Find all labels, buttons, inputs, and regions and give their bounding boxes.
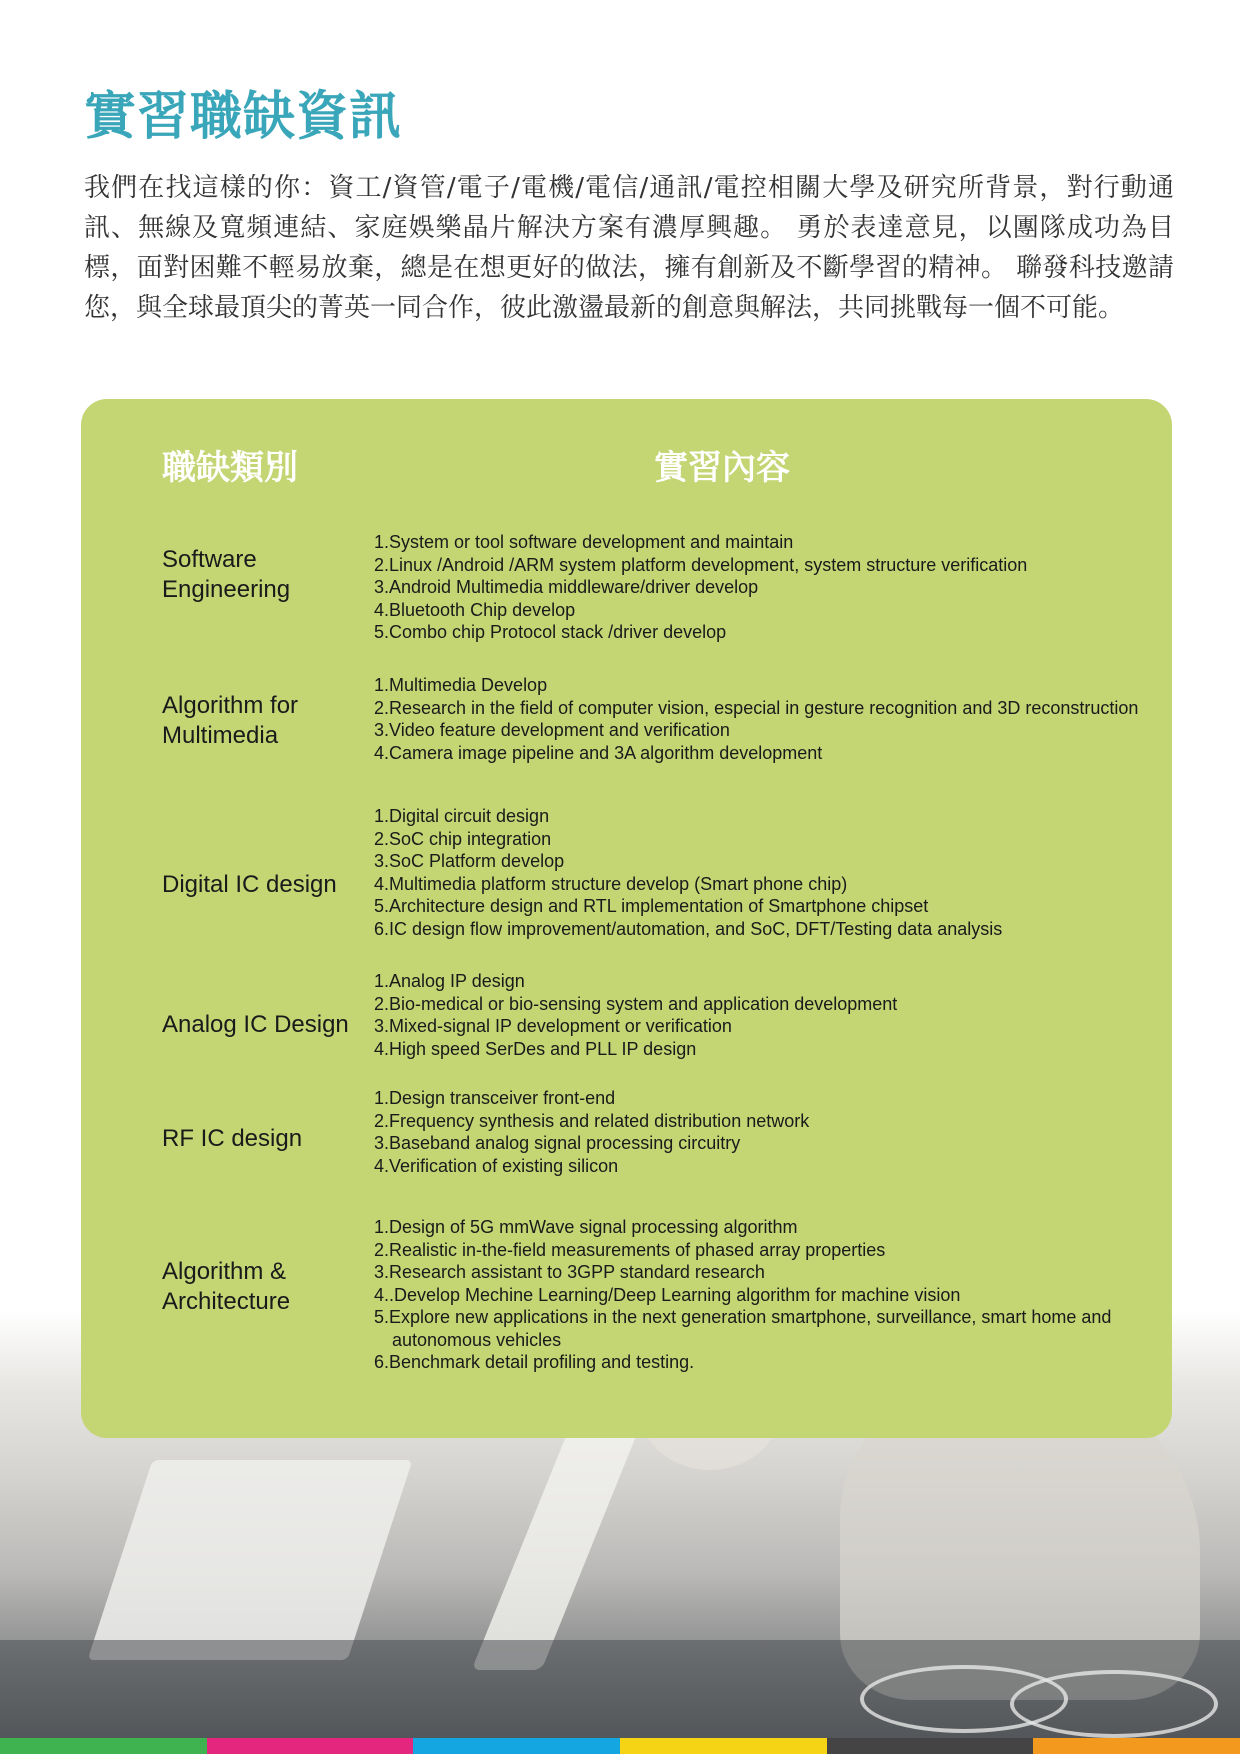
- list-item: 3.Baseband analog signal processing circuitry: [374, 1133, 741, 1153]
- list-item: 4.High speed SerDes and PLL IP design: [374, 1038, 697, 1059]
- list-item: 1.System or tool software development and maintain: [374, 532, 794, 552]
- internship-table-card: [81, 399, 1172, 1438]
- stripe-orange: [1033, 1738, 1240, 1754]
- list-item: 2.Linux /Android /ARM system platform development, system structure verification: [374, 554, 1028, 575]
- list-item: 5.Explore new applications in the next generation smartphone, surveillance, smart home and autonomous vehicles: [374, 1307, 1112, 1350]
- header-content: 實習內容: [654, 448, 790, 488]
- list-item: 4.Camera image pipeline and 3A algorithm development: [374, 742, 823, 763]
- category-software-engineering: Software Engineering: [162, 546, 291, 603]
- items-algorithm-multimedia: [374, 674, 1154, 764]
- page-title: 實習職缺資訊: [84, 87, 403, 147]
- list-item: 2.Bio-medical or bio-sensing system and application development: [374, 993, 898, 1014]
- list-item: 1.Multimedia Develop: [374, 675, 548, 695]
- list-item: 5.Architecture design and RTL implementation of Smartphone chipset: [374, 896, 929, 916]
- header-category: 職缺類別: [162, 448, 298, 488]
- list-item: 2.Realistic in-the-field measurements of phased array properties: [374, 1239, 886, 1260]
- stripe-magenta: [207, 1738, 414, 1754]
- list-item: 4.Bluetooth Chip develop: [374, 599, 576, 620]
- items-rf-ic-design: [374, 1087, 1154, 1177]
- stripe-dark: [827, 1738, 1034, 1754]
- items-algorithm-architecture: [374, 1216, 1154, 1374]
- list-item: 2.SoC chip integration: [374, 828, 552, 849]
- list-item: 3.Video feature development and verification: [374, 720, 730, 740]
- items-digital-ic-design: [374, 805, 1154, 940]
- list-item: 3.SoC Platform develop: [374, 851, 565, 871]
- list-item: 4.Verification of existing silicon: [374, 1155, 619, 1176]
- list-item: 4.Multimedia platform structure develop (Smart phone chip): [374, 873, 848, 894]
- list-item: 4..Develop Mechine Learning/Deep Learning algorithm for machine vision: [374, 1284, 961, 1305]
- category-algorithm-multimedia: Algorithm for Multimedia: [162, 692, 299, 749]
- intro-paragraph: 我們在找這樣的你：資工/資管/電子/電機/電信/通訊/電控相關大學及研究所背景，對行動通訊、無線及寬頻連結、家庭娛樂晶片解決方案有濃厚興趣。 勇於表達意見，以團隊成功為目標，面對困難不輕易放棄，總是在想更好的做法，擁有創新及不斷學習的精神。 聯發科技邀請您，與全球最頂尖的菁英一同合作，彼此激盪最新的創意與解法，共同挑戰每一個不可能。: [84, 173, 1174, 323]
- category-analog-ic-design: Analog IC Design: [162, 1011, 349, 1038]
- color-stripes-footer: [0, 1738, 1240, 1754]
- stripe-yellow: [620, 1738, 827, 1754]
- list-item: 1.Digital circuit design: [374, 806, 550, 826]
- stripe-blue: [413, 1738, 620, 1754]
- category-algorithm-architecture: Algorithm & Architecture: [162, 1258, 291, 1315]
- list-item: 1.Design transceiver front-end: [374, 1088, 616, 1108]
- list-item: 1.Design of 5G mmWave signal processing algorithm: [374, 1217, 798, 1237]
- list-item: 6.Benchmark detail profiling and testing.: [374, 1352, 695, 1372]
- list-item: 2.Frequency synthesis and related distribution network: [374, 1110, 810, 1131]
- category-digital-ic-design: Digital IC design: [162, 871, 337, 898]
- list-item: 2.Research in the field of computer vision, especial in gesture recognition and 3D reconstruction: [374, 697, 1139, 718]
- list-item: 1.Analog IP design: [374, 971, 525, 991]
- list-item: 5.Combo chip Protocol stack /driver develop: [374, 622, 727, 642]
- stripe-green: [0, 1738, 207, 1754]
- items-analog-ic-design: [374, 970, 1154, 1060]
- items-software-engineering: [374, 531, 1154, 644]
- list-item: 6.IC design flow improvement/automation, and SoC, DFT/Testing data analysis: [374, 918, 1003, 939]
- list-item: 3.Android Multimedia middleware/driver develop: [374, 577, 759, 597]
- list-item: 3.Mixed-signal IP development or verification: [374, 1016, 732, 1036]
- list-item: 3.Research assistant to 3GPP standard research: [374, 1262, 765, 1282]
- category-rf-ic-design: RF IC design: [162, 1125, 303, 1152]
